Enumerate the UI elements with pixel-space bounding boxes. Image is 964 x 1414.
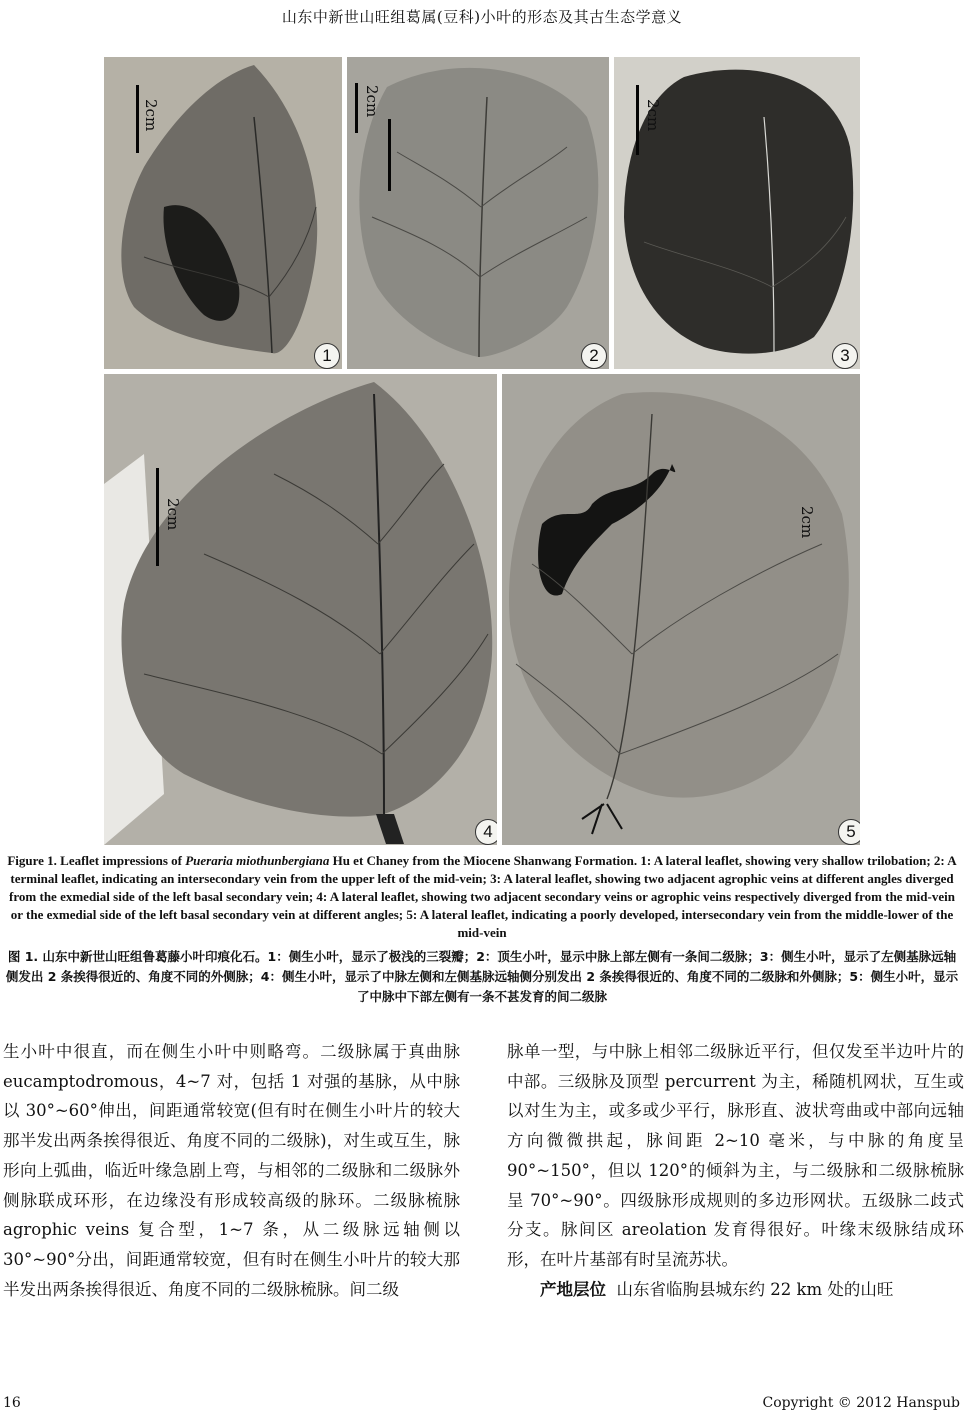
leaflet-fossil-4-image xyxy=(104,374,497,845)
scale-bar xyxy=(636,85,639,155)
leaflet-panel-5 xyxy=(502,374,860,845)
caption-en-rest: Hu et Chaney from the Miocene Shanwang Formation. 1: A lateral leaflet, showing very shallow trilobation; 2: A terminal leaflet, indicating an intersecondary vein from the upper left of the mid-vein; 3: A lateral leaflet, showing two adjacent agrophic veins at different angles diverged from the exmedial side of the left basal secondary vein; 4: A lateral leaflet, showing two adjacent secondary veins or agrophic veins respectively diverged from the mid-vein or the exmedial side of the left basal secondary vein at different angles; 5: A lateral leaflet, indicating a poorly developed, intersecondary vein from the middle-lower of the mid-vein xyxy=(9,853,957,940)
panel-number-2: 2 xyxy=(581,343,607,369)
running-header: 山东中新世山旺组葛属(豆科)小叶的形态及其古生态学意义 xyxy=(281,8,683,26)
scale-label: 2cm xyxy=(644,99,662,132)
scale-bar xyxy=(136,85,139,153)
leaflet-fossil-2-image xyxy=(347,57,609,369)
copyright-notice: Copyright © 2012 Hanspub xyxy=(762,1395,960,1411)
scale-label: 2cm xyxy=(164,498,182,531)
leaflet-fossil-1-image xyxy=(104,57,342,369)
caption-en-species: Pueraria miothunbergiana xyxy=(185,853,330,868)
leaflet-panel-4 xyxy=(104,374,497,845)
locality-label: 产地层位 xyxy=(540,1279,606,1299)
locality-text: 山东省临朐县城东约 22 km 处的山旺 xyxy=(616,1279,894,1299)
figure-caption-english xyxy=(6,852,958,942)
scale-bar xyxy=(355,83,358,133)
scale-label: 2cm xyxy=(363,85,381,118)
page-number: 16 xyxy=(3,1395,21,1411)
panel-number-5: 5 xyxy=(838,819,860,845)
body-column-right xyxy=(507,1037,964,1304)
panel-number-3: 3 xyxy=(832,343,858,369)
caption-en-prefix: Figure 1. Leaflet impressions of xyxy=(7,853,186,868)
leaflet-panel-1 xyxy=(104,57,342,369)
scale-label: 2cm xyxy=(142,99,160,132)
body-column-left xyxy=(3,1037,460,1304)
panel-number-1: 1 xyxy=(314,343,340,369)
body-paragraph: 脉单一型，与中脉上相邻二级脉近平行，但仅发至半边叶片的中部。三级脉及顶型 percurrent 为主，稀随机网状，互生或以对生为主，或多或少平行，脉形直、波状弯曲或中部向远轴方向微微拱起，脉间距 2~10 毫米，与中脉的角度呈 90°~150°，但以 120°的倾斜为主，与二级脉和二级脉梳脉呈 70°~90°。四级脉形成规则的多边形网状。五级脉二歧式分支。脉间区 areolation 发育得很好。叶缘末级脉结成环形，在叶片基部有时呈流苏状。 xyxy=(507,1042,964,1269)
figure-1 xyxy=(104,57,860,845)
figure-caption-chinese: 图 1. 山东中新世山旺组鲁葛藤小叶印痕化石。1：侧生小叶，显示了极浅的三裂瓣；2：顶生小叶，显示中脉上部左侧有一条间二级脉；3：侧生小叶，显示了左侧基脉远轴侧发出 2 条挨得很近的、角度不同的外侧脉；4：侧生小叶，显示了中脉左侧和左侧基脉远轴侧分别发出 2 条挨得很近的、角度不同的二级脉和外侧脉；5：侧生小叶，显示了中脉中下部左侧有一条不甚发育的间二级脉 xyxy=(5,949,959,1004)
leaflet-panel-2 xyxy=(347,57,609,369)
body-paragraph: 生小叶中很直，而在侧生小叶中则略弯。二级脉属于真曲脉 eucamptodromous，4~7 对，包括 1 对强的基脉，从中脉以 30°~60°伸出，间距通常较宽(但有时在侧生小叶片的较大那半发出两条挨得很近、角度不同的二级脉)，对生或互生，脉形向上弧曲，临近叶缘急剧上弯，与相邻的二级脉和二级脉外侧脉联成环形，在边缘没有形成较高级的脉环。二级脉梳脉 agrophic veins 复合型，1~7 条，从二级脉远轴侧以 30°~90°分出，间距通常较宽，但有时在侧生小叶片的较大那半发出两条挨得很近、角度不同的二级脉梳脉。间二级 xyxy=(3,1042,460,1299)
scale-label: 2cm xyxy=(798,506,816,539)
leaflet-fossil-5-image xyxy=(502,374,860,845)
body-paragraph xyxy=(507,1275,964,1305)
leaflet-panel-3 xyxy=(614,57,860,369)
scale-bar xyxy=(156,468,159,566)
panel-number-4: 4 xyxy=(475,819,497,845)
